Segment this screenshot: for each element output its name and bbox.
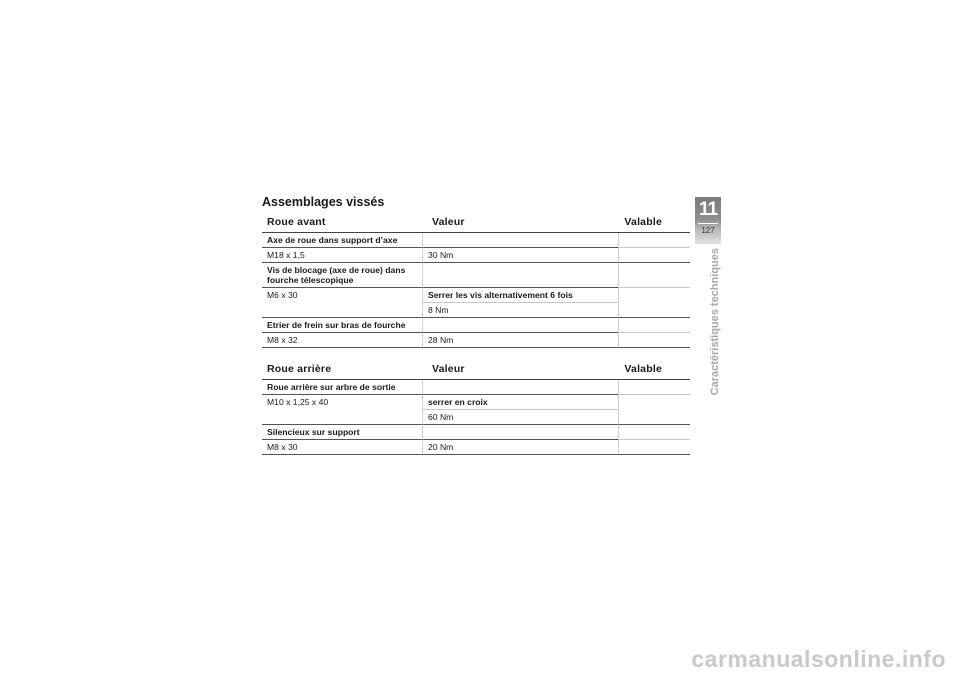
chapter-divider [698, 223, 718, 224]
cell-component [262, 410, 422, 425]
header-valid: Valable [624, 216, 662, 228]
cell-valid [618, 263, 690, 288]
rear-wheel-table [262, 359, 690, 455]
cell-value: 60 Nm [422, 410, 618, 425]
cell-valid [618, 333, 690, 348]
header-component: Roue avant [267, 216, 326, 228]
table-row [262, 440, 690, 455]
watermark: carmanualsonline.info [691, 646, 946, 672]
cell-value [422, 425, 618, 440]
page-title: Assemblages vissés [262, 195, 385, 209]
cell-value [422, 263, 618, 288]
table-row [262, 248, 690, 263]
cell-valid [618, 410, 690, 425]
cell-component: M10 x 1,25 x 40 [267, 397, 329, 407]
cell-value: Serrer les vis alternativement 6 fois [422, 288, 618, 303]
cell-value [422, 233, 618, 248]
table-row [262, 288, 690, 303]
cell-component: Etrier de frein sur bras de fourche [262, 318, 422, 333]
cell-valid [618, 303, 690, 318]
chapter-tab [695, 197, 721, 244]
cell-value [422, 380, 618, 395]
chapter-number: 11 [698, 199, 718, 220]
cell-value: 28 Nm [422, 333, 618, 348]
front-wheel-table [262, 212, 690, 348]
table-row [262, 425, 690, 440]
cell-value: 8 Nm [422, 303, 618, 318]
cell-component: M8 x 32 [262, 333, 422, 348]
cell-component: Axe de roue dans support d’axe [262, 233, 422, 248]
cell-component: Vis de blocage (axe de roue) dans fourche télescopique [262, 263, 422, 288]
header-valid: Valable [624, 363, 662, 375]
cell-valid [618, 318, 690, 333]
page-number: 127 [701, 226, 715, 235]
header-value: Valeur [432, 363, 465, 375]
table-header [262, 212, 690, 233]
table-row [262, 233, 690, 248]
table-row [262, 303, 690, 318]
table-row [262, 318, 690, 333]
cell-component: M8 x 30 [262, 440, 422, 455]
cell-component: Roue arrière sur arbre de sortie [262, 380, 422, 395]
cell-value: serrer en croix [422, 395, 618, 410]
cell-valid [618, 395, 690, 410]
chapter-side-label: Caractéristiques techniques [709, 248, 721, 396]
cell-component: M18 x 1,5 [262, 248, 422, 263]
cell-value: 30 Nm [422, 248, 618, 263]
table-row [262, 263, 690, 288]
table-row [262, 380, 690, 395]
header-value: Valeur [432, 216, 465, 228]
cell-value [422, 318, 618, 333]
header-component: Roue arrière [267, 363, 332, 375]
table-row [262, 333, 690, 348]
cell-valid [618, 233, 690, 248]
cell-component: M6 x 30 [267, 290, 298, 300]
cell-valid [618, 380, 690, 395]
cell-value: 20 Nm [422, 440, 618, 455]
cell-valid [618, 248, 690, 263]
cell-valid [618, 425, 690, 440]
cell-component [262, 303, 422, 318]
table-header [262, 359, 690, 380]
table-row [262, 410, 690, 425]
cell-component: Silencieux sur support [262, 425, 422, 440]
cell-valid [618, 288, 690, 303]
table-row [262, 395, 690, 410]
cell-valid [618, 440, 690, 455]
